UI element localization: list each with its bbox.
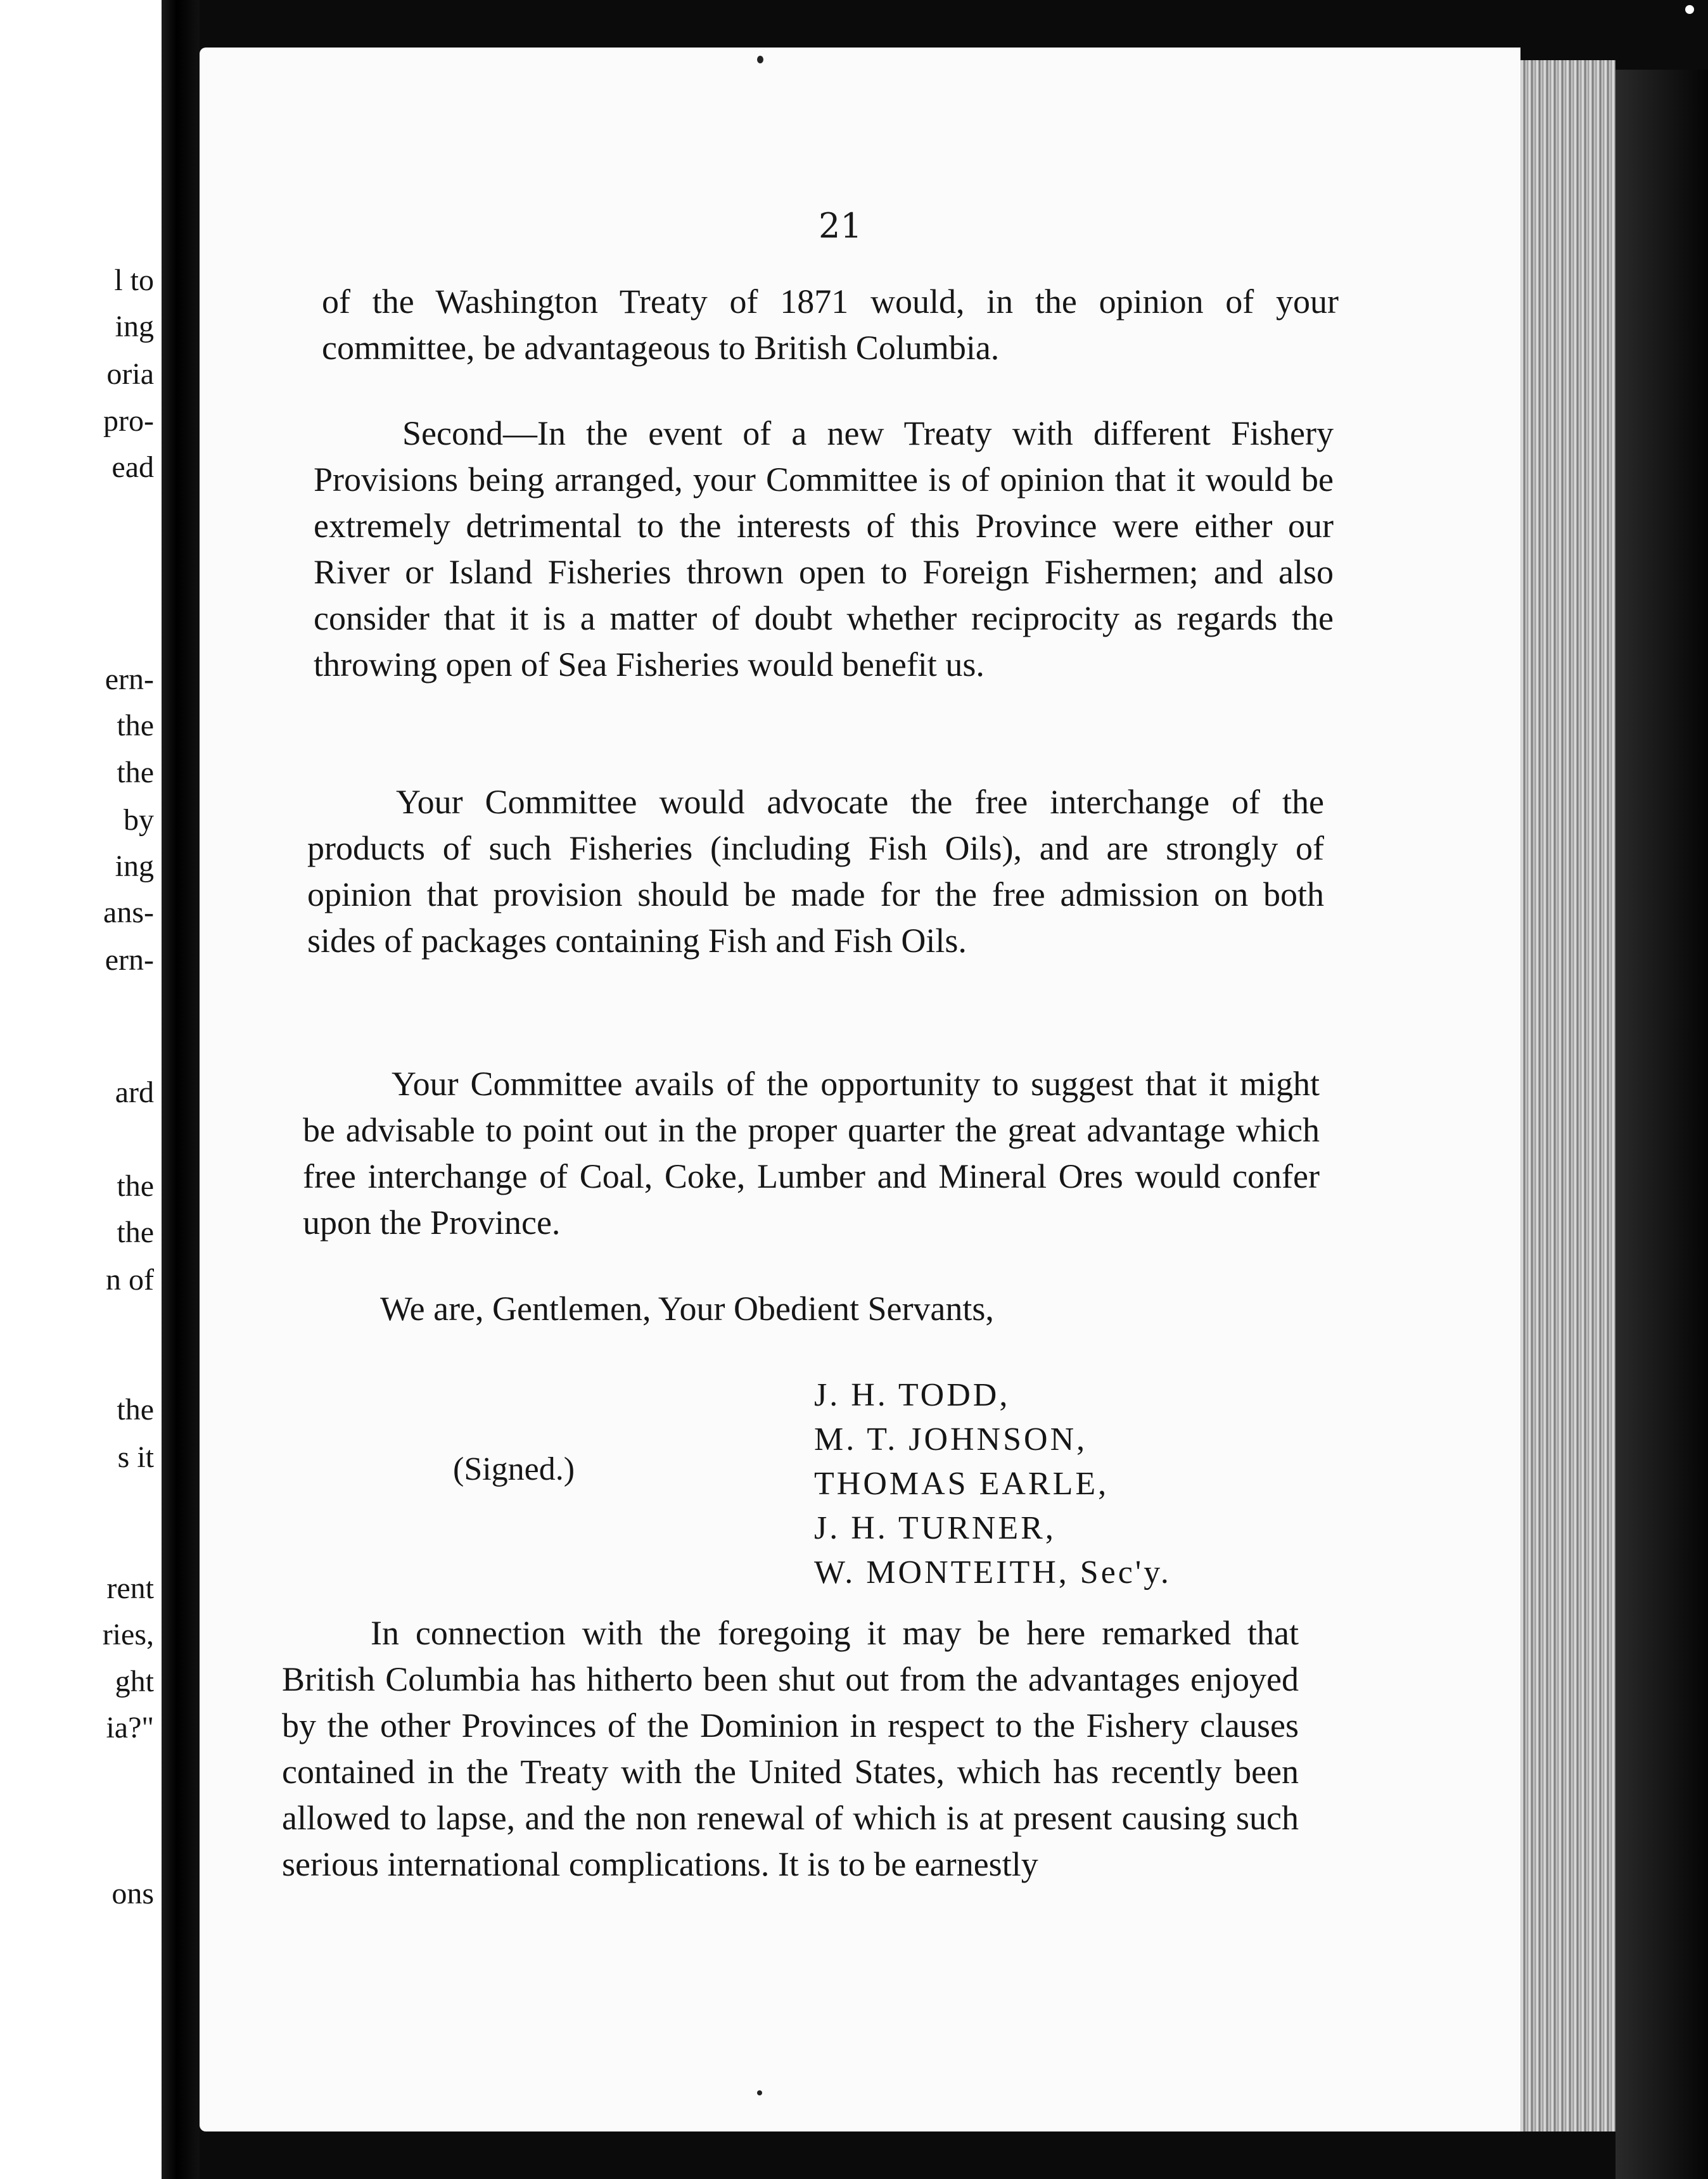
signed-label: (Signed.) — [453, 1451, 575, 1487]
left-page-fragment: ern- — [105, 663, 154, 696]
paragraph-second-provision: Second—In the event of a new Treaty with different Fishery Provisions being arranged, your Committee is of opinion that it would be extremely detrimental to the interests of this Province were either our River or Island Fisheries thrown open to Foreign Fishermen; and also consider that it is a matter of doubt whether reciprocity as regards the throwing open of Sea Fisheries would benefit us. — [314, 414, 1334, 683]
print-speck — [757, 2090, 762, 2095]
left-page-fragment: by — [124, 803, 154, 837]
left-page-fragment: ght — [115, 1665, 154, 1698]
signatory: M. T. JOHNSON, — [814, 1421, 1088, 1458]
closing-salutation: We are, Gentlemen, Your Obedient Servants, — [380, 1290, 994, 1328]
left-page-fragment: ing — [115, 849, 154, 883]
left-page-fragment: n of — [106, 1263, 154, 1297]
left-page-fragment: ead — [112, 450, 154, 484]
left-page-fragment: ons — [112, 1877, 154, 1910]
page-number: 21 — [819, 206, 862, 246]
left-page-fragment: ern- — [105, 943, 154, 977]
signatory-list — [814, 1373, 1171, 1595]
left-page-fragment: ard — [115, 1076, 154, 1109]
left-page-fragment: the — [117, 1393, 154, 1426]
left-facing-page — [0, 0, 162, 2179]
left-page-fragment: l to — [114, 264, 154, 297]
signatory: THOMAS EARLE, — [814, 1466, 1109, 1502]
left-page-fragment: pro- — [103, 404, 154, 438]
paragraph-connection-remark: In connection with the foregoing it may be here remarked that British Columbia has hitherto been shut out from the advantages enjoyed by the other Provinces of the Dominion in respect to the Fishery clauses contained in the Treaty with the United States, which has recently been allowed to lapse, and the non renewal of which is at present causing such serious international complications. It is to be earnestly — [282, 1614, 1299, 1883]
left-page-fragment: s it — [117, 1440, 154, 1474]
left-page-fragment: the — [117, 1169, 154, 1203]
paragraph-treaty-opinion: of the Washington Treaty of 1871 would, in the opinion of your committee, be advantageous to British Columbia. — [322, 283, 1339, 367]
book-gutter — [162, 0, 200, 2179]
page-edges — [1520, 60, 1616, 2131]
signatory: J. H. TURNER, — [814, 1510, 1056, 1546]
signatory: W. MONTEITH, Sec'y. — [814, 1554, 1171, 1591]
paragraph-coal-coke-lumber: Your Committee avails of the opportunity to suggest that it might be advisable to point out in the proper quarter the great advantage which free interchange of Coal, Coke, Lumber and Mineral Ores would confer upon the Province. — [303, 1065, 1320, 1242]
left-page-fragment: the — [117, 756, 154, 789]
left-page-fragment: ries, — [102, 1618, 154, 1651]
left-page-fragment: ia?" — [106, 1711, 154, 1744]
print-speck — [757, 56, 763, 63]
left-page-fragment: the — [117, 1216, 154, 1249]
signatory: J. H. TODD, — [814, 1377, 1010, 1413]
book-cover-edge — [1616, 70, 1708, 2179]
left-page-fragment: the — [117, 709, 154, 742]
paragraph-free-interchange-fish: Your Committee would advocate the free interchange of the products of such Fisheries (including Fish Oils), and are strongly of opinion that provision should be made for the free admission on both sides of packages containing Fish and Fish Oils. — [307, 783, 1324, 960]
left-page-fragment: oria — [106, 357, 154, 391]
left-page-fragment: ing — [115, 310, 154, 343]
left-page-fragment: rent — [106, 1572, 154, 1605]
print-speck — [1685, 5, 1694, 14]
left-page-fragment: ans- — [103, 896, 154, 929]
